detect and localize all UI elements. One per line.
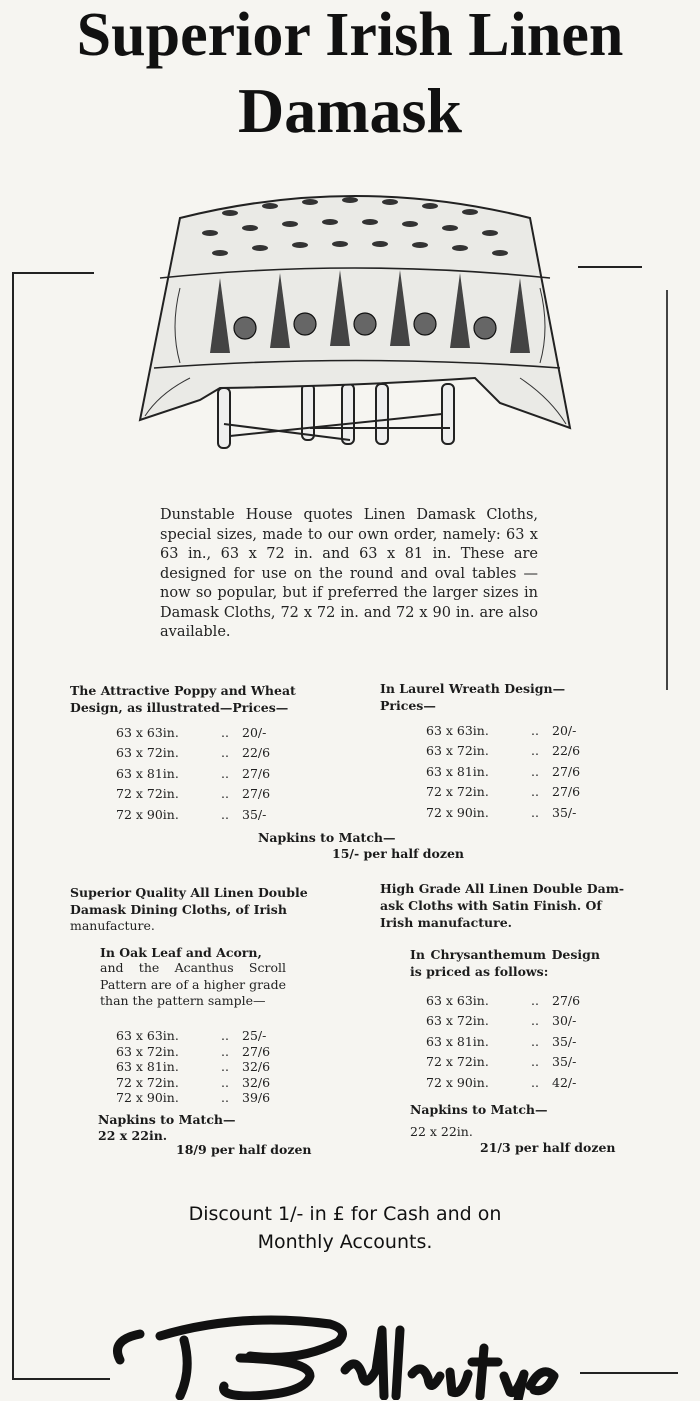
superior-napkins-label: Napkins to Match—: [98, 1112, 236, 1127]
price-row: 63 x 81in. .. 32/6: [116, 1059, 271, 1075]
laurel-heading-line2: Prices—: [380, 698, 436, 713]
price-row: 72 x 72in. .. 35/-: [426, 1054, 577, 1070]
ballantyne-signature-logo: [100, 1300, 570, 1400]
price-row: 63 x 63in. .. 25/-: [116, 1028, 267, 1044]
laurel-price-table: [426, 720, 592, 823]
discount-line2: Monthly Accounts.: [257, 1231, 433, 1253]
poppy-heading-line2: Design, as illustrated—Prices—: [70, 700, 289, 715]
superior-price-table: [116, 1028, 282, 1106]
price-row: 72 x 90in. .. 35/-: [426, 804, 577, 820]
poppy-heading-line1: The Attractive Poppy and Wheat: [70, 683, 296, 698]
high-grade-section: [380, 880, 630, 931]
price-row: 63 x 72in. .. 27/6: [116, 1043, 271, 1059]
price-row: 63 x 81in. .. 27/6: [426, 763, 581, 779]
laurel-heading-line1: In Laurel Wreath Design—: [380, 681, 566, 696]
ad-subtitle: Damask: [237, 75, 463, 146]
price-row: 63 x 63in. .. 27/6: [426, 992, 581, 1008]
price-row: 63 x 81in. .. 27/6: [116, 765, 271, 781]
highgrade-heading-line3: Irish manufacture.: [380, 915, 513, 930]
frame-top-left-rule: [12, 272, 94, 274]
frame-bottom-right-rule: [580, 1372, 678, 1374]
napkins-mid-label: Napkins to Match—: [258, 830, 396, 845]
price-row: 63 x 81in. .. 35/-: [426, 1033, 577, 1049]
discount-line1: Discount 1/- in £ for Cash and on: [188, 1203, 502, 1225]
frame-right-rule: [666, 290, 668, 690]
price-row: 72 x 72in. .. 32/6: [116, 1074, 271, 1090]
price-row: 72 x 90in. .. 35/-: [116, 806, 267, 822]
superior-napkins-size: 22 x 22in.: [98, 1128, 168, 1143]
ad-title: Superior Irish Linen: [76, 1, 624, 69]
superior-napkins-price: 18/9 per half dozen: [176, 1142, 312, 1157]
oak-leaf-heading: In Oak Leaf and Acorn,: [100, 945, 262, 960]
price-row: 72 x 90in. .. 39/6: [116, 1090, 271, 1106]
superior-quality-section: [70, 884, 330, 935]
poppy-wheat-section: [70, 682, 360, 825]
superior-heading-line1: Superior Quality All Linen Double: [70, 885, 308, 900]
laurel-wreath-section: [380, 680, 640, 823]
chrysanthemum-description: In Chrysanthemum Design is priced as follows:: [410, 947, 600, 979]
poppy-price-table: [116, 722, 282, 825]
highgrade-price-table: [426, 990, 592, 1093]
price-row: 72 x 72in. .. 27/6: [426, 784, 581, 800]
price-row: 63 x 63in. .. 20/-: [116, 724, 267, 740]
highgrade-heading-line2: ask Cloths with Satin Finish. Of: [380, 898, 602, 913]
superior-heading-line2: Damask Dining Cloths, of Irish: [70, 902, 287, 917]
intro-paragraph: Dunstable House quotes Linen Damask Cloths, special sizes, made to our own order, namely: 63 x 63 in., 63 x 72 in. and 63 x 81 in. These are designed for use on the round and oval tables —now so popular, but if preferred the larger sizes in Damask Cloths, 72 x 72 in. and 72 x 90 in. are also available.: [160, 507, 538, 640]
napkins-mid-price: 15/- per half dozen: [332, 846, 465, 861]
price-row: 63 x 63in. .. 20/-: [426, 722, 577, 738]
highgrade-heading-line1: High Grade All Linen Double Dam-: [380, 881, 625, 896]
discount-notice: [0, 1200, 690, 1256]
superior-heading-line3: manufacture.: [70, 918, 155, 933]
price-row: 72 x 90in. .. 42/-: [426, 1074, 577, 1090]
acanthus-description: and the Acanthus Scroll Pattern are of a higher grade than the pattern sample—: [100, 960, 286, 1008]
tablecloth-illustration: [120, 178, 590, 470]
highgrade-napkins-label: Napkins to Match—: [410, 1102, 548, 1117]
price-row: 63 x 72in. .. 22/6: [116, 745, 271, 761]
frame-bottom-left-rule: [12, 1378, 110, 1380]
price-row: 63 x 72in. .. 30/-: [426, 1013, 577, 1029]
highgrade-napkins-price: 21/3 per half dozen: [480, 1140, 616, 1155]
highgrade-napkins-size: 22 x 22in.: [410, 1124, 473, 1139]
price-row: 63 x 72in. .. 22/6: [426, 743, 581, 759]
price-row: 72 x 72in. .. 27/6: [116, 786, 271, 802]
